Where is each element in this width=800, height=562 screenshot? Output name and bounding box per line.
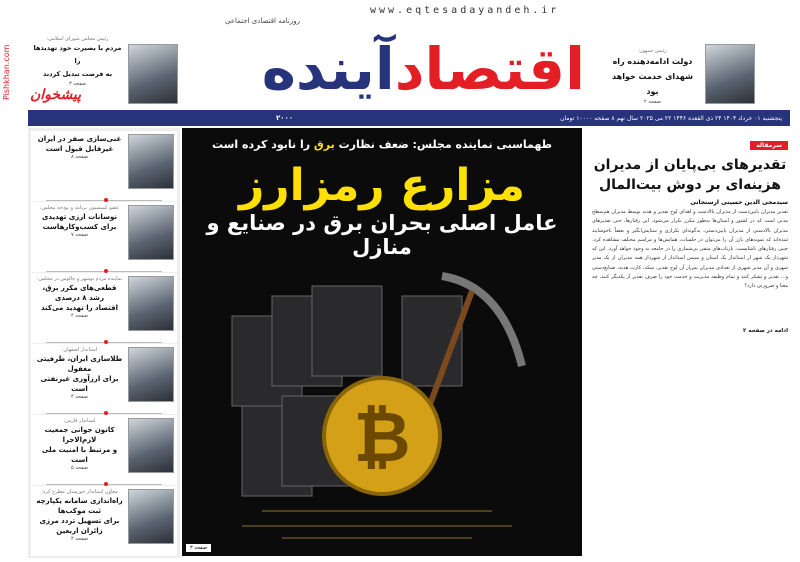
headline-line: غیرقابل قبول است [45,145,114,153]
supertitle-text: را نابود کرده است [211,138,311,151]
page-ref: صفحه ۴ [71,536,88,542]
page-ref: صفحه ۲ [644,99,661,105]
divider [46,342,162,343]
headline-line: اقتصاد را تهدید می‌کند [40,304,119,312]
president-photo [705,44,755,104]
page-ref: صفحه ۳ [69,81,86,87]
supertitle-highlight: برق [313,138,335,151]
main-headline: مزارع رمزارز [238,160,526,211]
headline-line: کانون جوانی جمعیت لازم‌الاجرا [44,426,115,444]
headline-line: قطعی‌های مکرر برق، رشد ۸ درصدی [42,284,117,302]
svg-text:₿: ₿ [353,396,411,478]
left-story-item[interactable] [31,415,177,485]
kicker: عضو کمیسیون برنامه و بودجه مجلس: [39,205,120,211]
headline-line: دولت ادامه‌دهنده راه [612,57,693,66]
speaker-photo [128,44,178,104]
masthead [0,0,800,108]
issue-date: پنجشنبه ۰۱ خرداد ۱۴۰۴ ۲۴ ذی القعده ۱۴۴۶ ۲۲ می ۲۰۲۵ سال نهم ۸ صفحه ۱۰۰۰۰ تومان [560,114,782,122]
headline-line: برای ارزآوری غیرنفتی است [40,375,119,393]
story-photo [128,276,174,331]
logo-part-2: آینده [261,35,395,103]
page-ref: صفحه ۳ [186,544,211,552]
editorial-title [592,155,788,195]
page-ref: صفحه ۴ [71,394,88,400]
headline-line: طلاسازی ایران، ظرفیتی مغفول [36,355,123,373]
newspaper-logo [205,32,585,106]
supertitle-text: طهماسبی نماینده مجلس: ضعف نظارت [338,138,553,151]
page-ref: صفحه ۷ [71,232,88,238]
main-story[interactable] [182,128,582,556]
date-bar [28,110,790,126]
tagline: روزنامه اقتصادی اجتماعی [225,17,300,25]
editorial-column[interactable] [588,128,792,558]
left-story-item[interactable] [31,202,177,272]
kicker: رئیس مجلس شورای اسلامی: [46,36,109,42]
kicker: استاندار فارس: [63,418,96,424]
headline-line: غنی‌سازی صفر در ایران [37,135,122,143]
issue-number: ۲۰۰۰ [276,114,294,122]
headline-line: و مرتبط با امنیت ملی است [41,446,118,464]
page-ref: صفحه ۵ [71,465,88,471]
website-url[interactable]: www.eqtesadayandeh.ir [370,5,560,16]
story-photo [128,205,174,260]
editorial-body: تقدیر مدیران پایین‌دست از مدیران بالادست و اهدای لوح تقدیر و هدیه توسط مدیران هم‌سطح مدتی است که در کشور و استان‌ها به‌طور مکرر تکرار می‌شود. این رفتارها، حتی تقدیرهای مدیران بالادستی از مدیران پایین‌دستی، به‌گونه‌ای تکراری و ستایش‌انگیز و بعضاً ناخوشایند شده‌اند که نمونه‌های بارز آن را می‌توان در جلسات، همایش‌ها و مراسم مختلف مشاهده کرد. چنین رفتارهای ناشایست، بازتاب‌های منفی بی‌شماری را در جامعه به وجود خواهد آورد. این که شهردار یک شهر از استاندار یک استان و سپس استاندار از شهردار همه مدیران از یک مدیر شهری و آن مدیر شهری از تعدادی مدیران پس‌از آن لوح تقدیر، سکه، کارت هدیه، صنایع‌دستی و... تقدیر و تشکر کنند و تمام وظیفه مدیریت و خدمت خود را صرف تقدیر از یکدیگر کنند، چه معنا و ضرورتی دارد؟ [592,209,788,290]
divider [46,200,162,201]
editorial-author: سیدمحی الدین حسینی ارسنجانی [690,199,788,206]
supertitle [182,138,582,151]
watermark-url: Pishkhan.com [2,44,11,100]
divider [46,413,162,414]
header-right-story[interactable] [605,48,700,105]
divider [46,484,162,485]
continued-link[interactable]: ادامه در صفحه ۲ [743,328,788,334]
left-story-item[interactable] [31,273,177,343]
page-ref: صفحه ۸ [71,154,88,160]
logo-part-1: اقتصاد [394,35,585,103]
headline-line: برای تسهیل تردد مرزی زائران اربعین [39,517,120,535]
kicker: استاندار اصفهان: [61,347,98,353]
title-line: تقدیرهای بی‌پایان از مدیران [593,157,787,173]
story-photo [128,418,174,473]
kicker: نماینده مردم نوشهر و چالوس در مجلس: [37,276,122,282]
editorial-badge: سرمقاله [750,141,788,150]
headline-line: راه‌اندازی سامانه یکپارچه ثبت موکب‌ها [36,497,123,515]
title-line: هزینه‌ای بر دوش بیت‌المال [599,177,781,193]
main-subheadline: عامل اصلی بحران برق در صنایع و منازل [206,211,558,259]
left-story-item[interactable] [31,131,177,201]
divider [46,271,162,272]
header-left-story[interactable] [30,36,125,87]
page-ref: صفحه ۴ [71,313,88,319]
headline-line: برای کسب‌وکارهاست [42,223,117,231]
headline-line: به فرصت تبدیل کردند [42,70,113,78]
watermark-logo: پیشخوان [30,87,82,103]
left-story-item[interactable] [31,344,177,414]
story-photo [128,134,174,189]
headline-line: شهدای خدمت خواهد بود [612,72,693,96]
left-column [28,128,180,558]
left-story-item[interactable] [31,486,177,556]
story-photo [128,489,174,544]
kicker: معاون استاندار خوزستان مطرح کرد: [41,489,118,495]
kicker: رئیس جمهور: [638,48,667,54]
headline-line: مردم با بصیرت خود تهدیدها را [33,44,122,65]
crypto-mining-illustration [222,256,532,546]
headline-line: نوسانات ارزی تهدیدی [42,213,117,221]
story-photo [128,347,174,402]
